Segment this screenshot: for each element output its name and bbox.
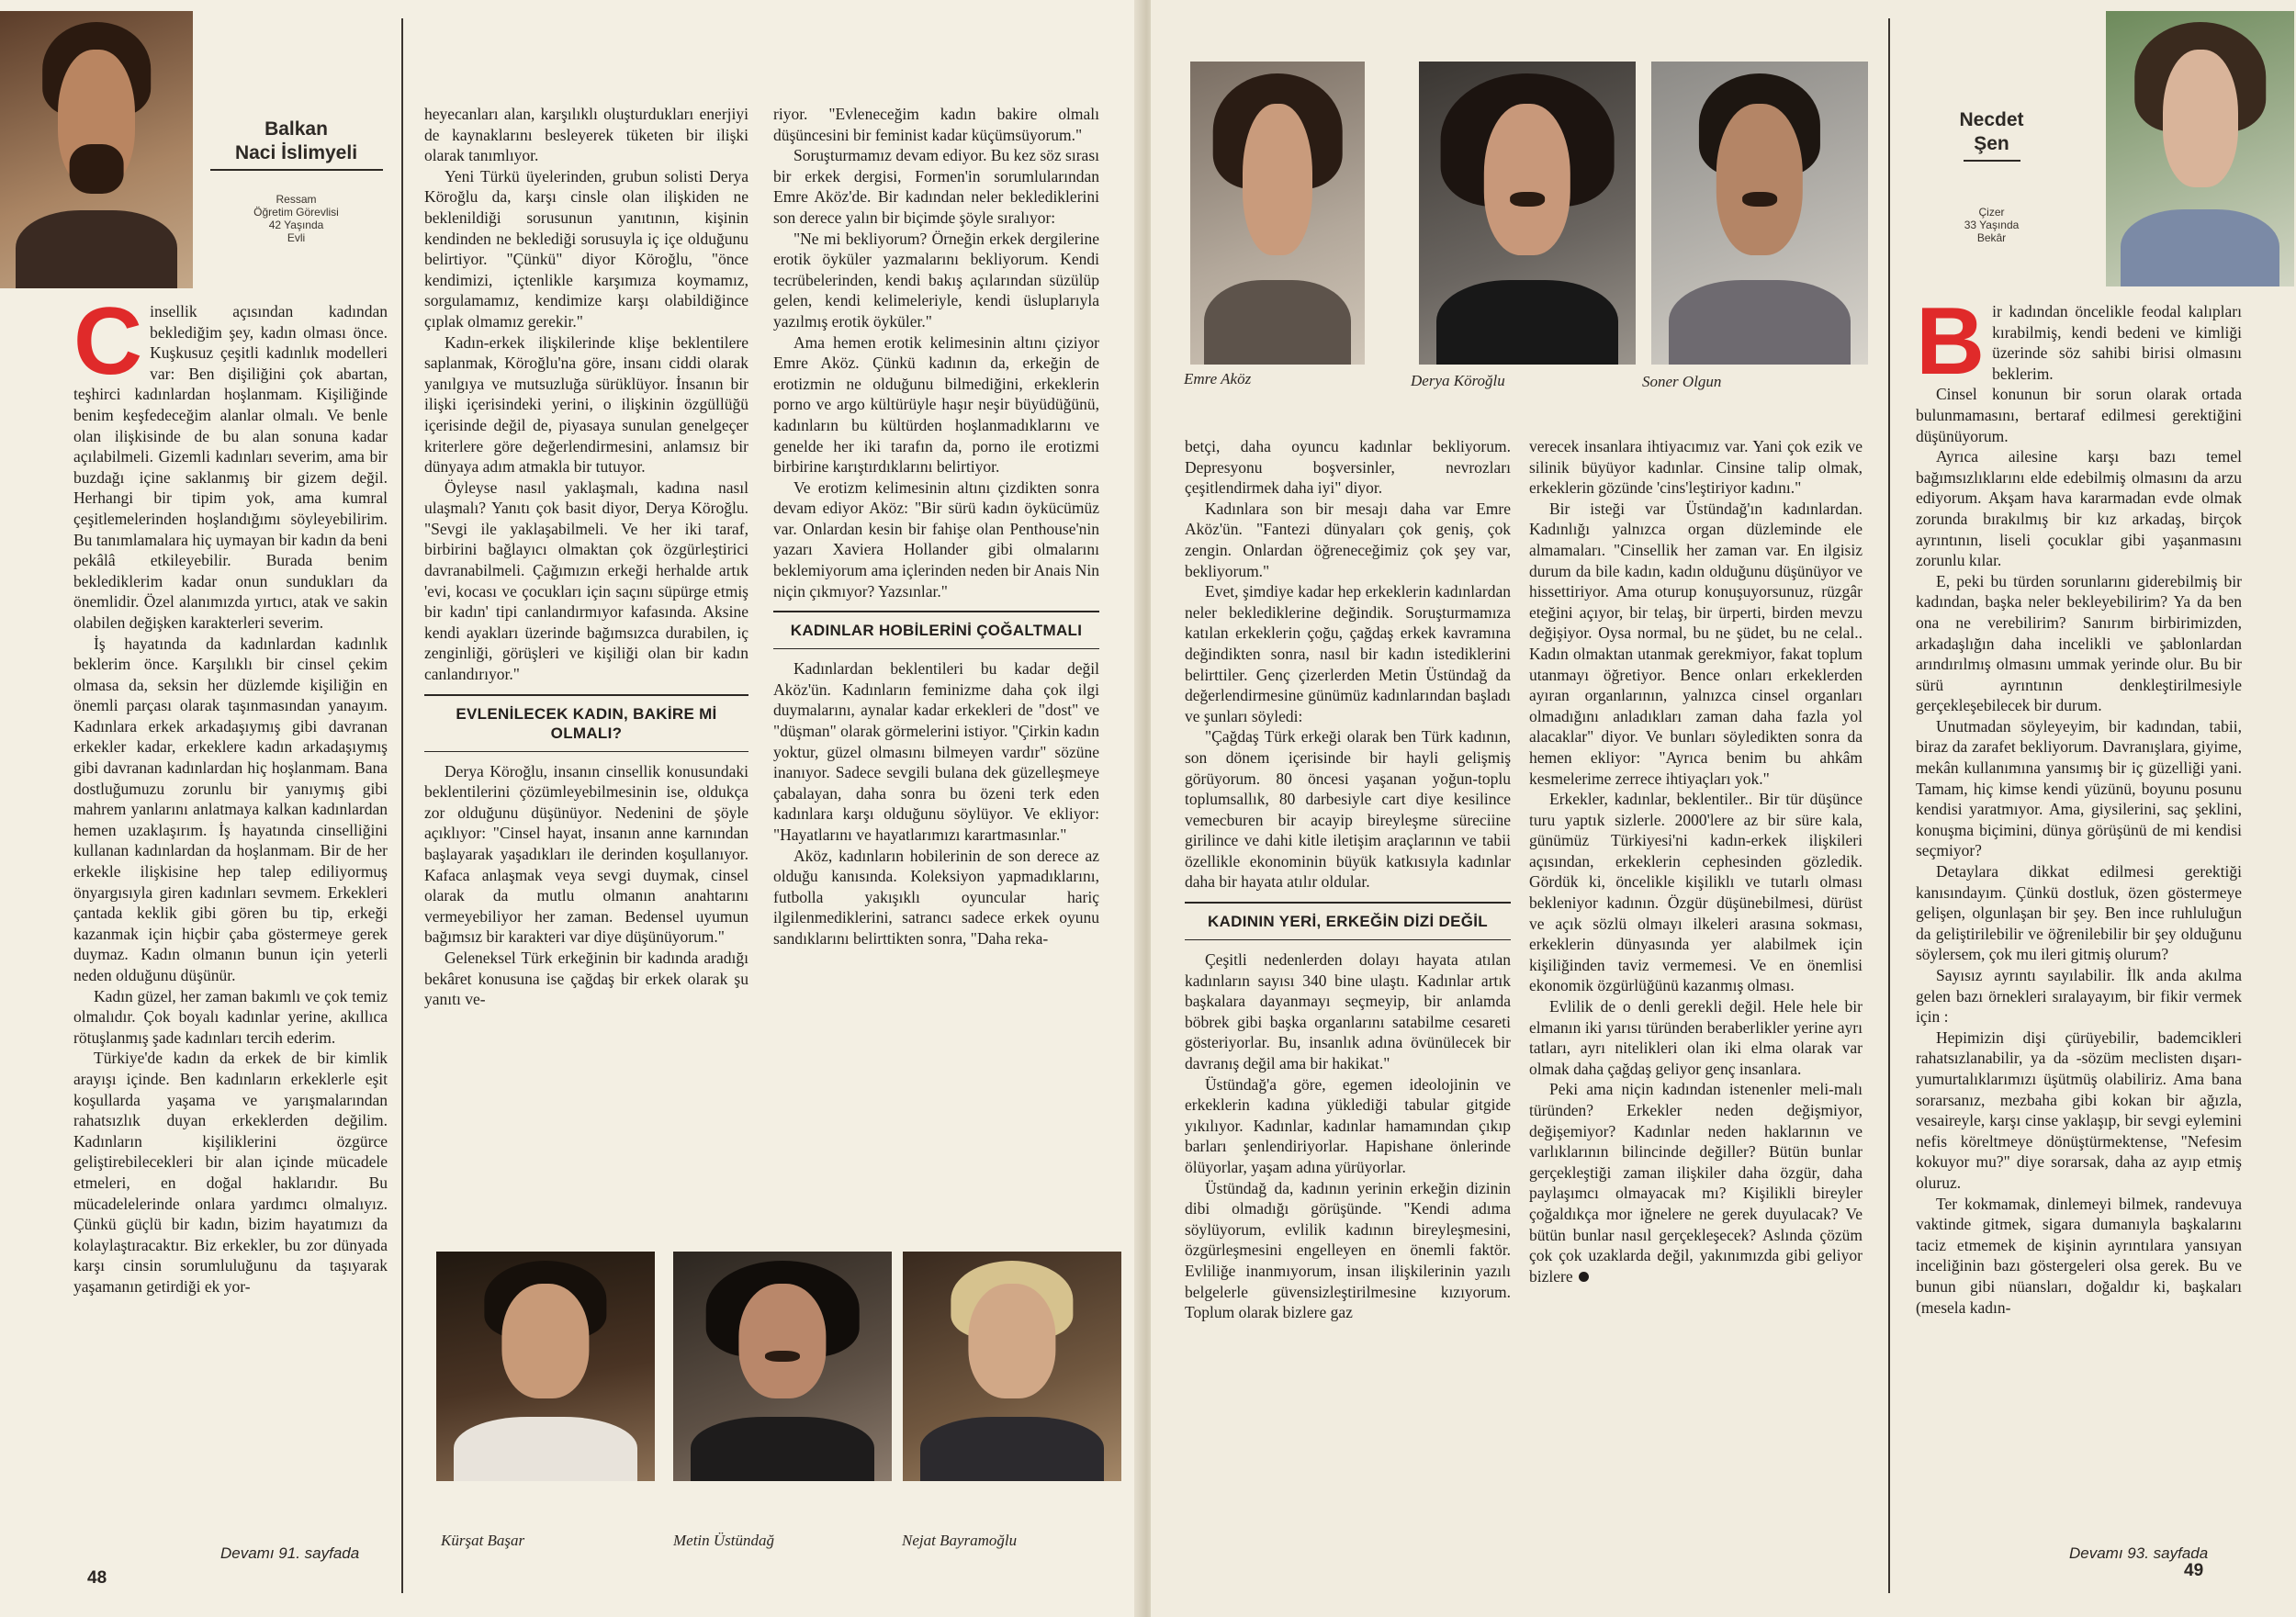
page-number: 49	[2184, 1561, 2204, 1580]
paragraph: Derya Köroğlu, insanın cinsellik konusundaki beklentilerini çözümleyebilmesinin ise, oldukça zor olduğunu düşünüyor. Nedenini de şöyle açıklıyor: "Cinsel hayat, insanın anne karnından başlayarak yaşadıkları ile derinden koşullanıyor. Kafaca anlaşmak veya sevgi duymak, cinsel olarak da mutlu olmanın anahtarını vermeyebiliyor her zaman. Bedensel uyumun bağımsız bir karakteri var diye düşünüyorum."	[424, 761, 748, 947]
paragraph: heyecanları alan, karşılıklı oluşturdukları enerjiyi de kaynaklarını besleyerek tüketen bir ilişki olarak tanımlıyor.	[424, 105, 748, 165]
paragraph: E, peki bu türden sorunlarını giderebilmiş bir kadından, başka neler bekleyebilirim? Ya da ben ona ne verebilirim? Sanırım birbirimizden, arkadaşlığın daha incelikli ve şablonlardan arındırılmış olmasını ummak yerinde olur. Bu bir sürü ayrıntının denkleştirilmesiyle gerçekleşebilecek bir durum.	[1916, 571, 2242, 715]
paragraph: İş hayatında da kadınlardan kadınlık beklerim önce. Karşılıklı bir cinsel çekim olmasa da, seksin her düzlemde kişiliğin en önemli parçası olarak taşınmasından yanayım. Kadınlara erkek arkadaşıymış gibi davranan erkekler kadar, erkeklere kadın arkadaşıymış gibi davranan kadınlardan hiç hoşlanmam. Bana dostluğumuzu zorunlu bir yanıymış gibi mahrem yanlarını anlatmaya kalkan kadınlardan hemen uzaklaşırım. İş hayatında cinselliğini kullanan kadınlardan da hoşlanmam. Bir de her erkekle ilişkisine hep talep ediliyormuş önyargısıyla giren kadınları sevmem. Erkekleri çantada keklik gibi gören bu tip, erkeği kazanmak için hiçbir çaba göstermeye gerek duymaz. Kadın olmanın bunun için yeterli neden olduğunu düşünür.	[73, 634, 388, 984]
photo-nejat-bayramoglu	[903, 1252, 1121, 1481]
paragraph: Kadın-erkek ilişkilerinde klişe beklentilere saplanmak, Köroğlu'na göre, insanı ciddi olarak yanılgıya ve mutsuzluğa sürüklüyor. İnsanın bir ilişki içerisindeki yerini, o ilişkinin özgüllüğü içerisinde değil de, piyasaya sunulan genelgeçer kriterlere göre değerlendirmesini, anlamsız bir dünyaya adım atmakla bir tutuyor.	[424, 332, 748, 477]
paragraph: Ama hemen erotik kelimesinin altını çiziyor Emre Aköz. Çünkü kadının da, erkeğin de erotizmin ne olduğunu bilmediğini, erkeklerin porno ve argo kültürüyle haşır neşir büyüdüğünü, kadınların bu kültürden hoşlanmadıklarını ve genelde her iki tarafın da, porno ile erotizmi birbirine karıştırdıklarını belirtiyor.	[773, 332, 1099, 477]
paragraph: Ter kokmamak, dinlemeyi bilmek, randevuya vaktinde gitmek, sigara dumanıyla başkalarını taciz etmemek de kişinin ayrıntılara yansıyan inceliğinin bazı göstergeleri olsa gerek. Bu ve bunun gibi nüansları, doğaldır ki, başkaları (mesela kadın-	[1916, 1194, 2242, 1317]
paragraph: riyor. "Evleneceğim kadın bakire olmalı düşüncesini bir feminist kadar küçümsüyorum."	[773, 105, 1099, 144]
portrait-balkan-naci-islimyeli	[0, 11, 193, 288]
paragraph: Unutmadan söyleyeyim, bir kadından, tabii, biraz da zarafet bekliyorum. Davranışlara, giyime, mekân kullanımına yansımış bir iç güzelliği yani. Tamam, hiç kimse kendi yüzünü, boyunu posunu kendisi yaratmıyor. Ama, giysilerini, saç şeklini, konuşma biçimini, dünya görüşünü de mi kendisi seçmiyor?	[1916, 716, 2242, 860]
paragraph: Sayısız ayrıntı sayılabilir. İlk anda akılma gelen bazı örnekleri sıralayayım, bir fikir vermek için :	[1916, 966, 2242, 1027]
column-divider	[1888, 18, 1890, 1593]
paragraph: Erkekler, kadınlar, beklentiler.. Bir tür düşünce turu yaptık sizlerle. 2000'lere az bir süre kala, günümüz Türkiyesi'ni kadın-erkek ilişkileri açısından, erkeklerin cephesinden gözledik. Gördük ki, öncelikle kişiliklı ve tutarlı olması bekleniyor kadının. Özgür düşünebilmesi, dürüst ve açık sözlü olmayı ilkeleri arasına sokması, erkeklerin dünyasında yer alabilmek için kişiliğinden taviz vermemesi. Ve en önemlisi ekonomik özgürlüğünü kazanmış olması.	[1529, 790, 1863, 995]
paragraph: Öyleyse nasıl yaklaşmalı, kadına nasıl ulaşmalı? Yanıtı çok basit diyor, Derya Köroğlu. "Sevgi ile yaklaşabilmeli. Ve her iki taraf, birbirini bağlayıcı olmaktan çok özgürleştirici davranabilmeli. Çağımızın erkeği herhalde artık 'evi, kocası ve çocukları için saçını süpürge etmiş bir kadın' tipi canlandırmıyor kafasında. Aksine kendi ayakları üzerinde bağımsızca durabilen, iç zenginliği, görüşleri ve kişiliği olan bir kadın canlandırıyor."	[424, 477, 748, 684]
paragraph: Üstündağ da, kadının yerinin erkeğin dizinin dibi olmadığı görüşünde. "Kendi adıma söylüyorum, evlilik kadının bireyleşmesini, özgürleşmesini engelleyen en önemli faktör. Evliliğe inanmıyorum, insan ilişkilerinin yazılı belgelerle güvensizleştirilmesine kızıyorum. Toplum olarak bizlere gaz	[1185, 1178, 1511, 1322]
photo-caption: Nejat Bayramoğlu	[902, 1532, 1018, 1549]
paragraph: Evlilik de o denli gerekli değil. Hele hele bir elmanın iki yarısı türünden beraberlikler yerine ayrı tatları, ayrı nitelikleri olan iki elma olarak var olmak daha çağdaş geliyor genç insanlara.	[1529, 997, 1863, 1078]
paragraph: betçi, daha oyuncu kadınlar bekliyorum. Depresyonu boşversinler, nevrozları çeşitlendirmek daha iyi" diyor.	[1185, 437, 1511, 498]
profile-name: Balkan Naci İslimyeli	[207, 118, 386, 171]
paragraph: Türkiye'de kadın da erkek de bir kimlik arayışı içinde. Ben kadınların erkeklerle eşit koşullarda yaşama ve yarışmalarından rahatsızlık duyan erkeklerden değilim. Kadınların kişiliklerini özgürce geliştirebilecekleri bir alan içinde mücadele etmeleri, en doğal haklarıdır. Bu mücadelelerinde onlara yardımcı olmalıyız. Çünkü güçlü bir kadın, bizim hayatımızı da kolaylaştıracaktır. Biz erkekler, bu zor dünyada karşı cinsin sorumluluğunu da taşıyarak yaşamanın getirdiği ek yor-	[73, 1049, 388, 1296]
paragraph: Yeni Türkü üyelerinden, grubun solisti Derya Köroğlu da, karşı cinsle olan ilişkiden ne beklenildiği sorusunun yanıtının, kişinin kendinden ne beklediği sorusuyla iç içe olduğunu belirtiyor. "Çünkü" diyor Köroğlu, "önce kendimizi, içtenlikle karşımıza koymamız, sorgulamamız, kendimize karşı olabildiğince çıplak olmamız gerekir."	[424, 166, 748, 331]
end-mark	[1579, 1272, 1589, 1282]
portrait-necdet-sen	[2106, 11, 2294, 286]
article-column-1	[73, 288, 388, 1297]
photo-caption: Metin Üstündağ	[673, 1532, 775, 1549]
paragraph: insellik açısından kadından beklediğim şey, kadın olması önce. Kuşkusuz çeşitli kadınlık modelleri var: Ben dişiliğini çok abartan, teşhirci kadınlardan hoşlanmam. Kişiliğinde benim keşfedeceğim alanlar olmalı. Ve benle olan ilişkisinde de bu alan sonuna kadar açılabilmeli. Gizemli kadınları severim, ama bir buzdağı içine saklanmış bir gizem değil. Herhangi bir tipim yok, ama kumral çeşitlemelerinden hoşlandığımı söyleyebilirim. Bu tanımlamalara hiç uymayan bir kadın da beni pekâlâ etkileyebilir. Burada benim beklediklerim kadar onun sundukları da önemlidir. Özel alanımızda yırtıcı, atak ve sakin olabilen değişken karakterleri severim.	[73, 302, 388, 632]
photo-caption: Kürşat Başar	[441, 1532, 525, 1549]
paragraph: Kadınlara son bir mesajı daha var Emre Aköz'ün. "Fantezi dünyaları çok geniş, çok zengin. Onlardan öğreneceğimiz çok şey var, bekliyorum."	[1185, 499, 1511, 580]
profile-name: Necdet Şen	[1893, 108, 2090, 162]
section-subheading: EVLENİLECEK KADIN, BAKİRE Mİ OLMALI?	[424, 694, 748, 752]
paragraph: Detaylara dikkat edilmesi gerektiği kanısındayım. Çünkü dostluk, özen göstermeye gelişen, olgunlaşan bir şey. Ben ince ruhluluğun da geliştirilebilir ve öğrenilebilir bir şey olduğunu söylersem, çok mu ileri gitmiş olurum?	[1916, 862, 2242, 964]
article-column-3	[773, 104, 1099, 949]
photo-derya-koroglu	[1419, 62, 1636, 365]
article-column-5	[1529, 436, 1863, 1286]
paragraph: Bir isteği var Üstündağ'ın kadınlardan. Kadınlığı yalnızca organ düzleminde ele almamaları. "Cinsellik her zaman var. En ilgisiz durum da bile kadın, kadın olduğunu düşünüyor ve hissettiriyor. Ama oturup konuşuyorsunuz, rüzgâr eteğini açıyor, bir telaş, bir ürperti, birden mevzu değişiyor. Oysa normal, bu ne şüdet, bu ne celal.. Kadın olmaktan utanmak gerekmiyor, fakat toplum utanmayı öğretiyor. Bence onları erkeklerden ayıran organlarının, yalnızca cinsel organları olmadığını anladıkları zaman daha fazla yol alacaklar" diyor. Ve bunları söyledikten sonra da hemen ekliyor: "Ayrıca benim bu ahkâm kesmelerime zerrece ihtiyaçları yok."	[1529, 499, 1863, 788]
photo-kursat-basar	[436, 1252, 655, 1481]
section-subheading: KADINLAR HOBİLERİNİ ÇOĞALTMALI	[773, 611, 1099, 649]
left-page	[0, 0, 1145, 1617]
profile-info: Ressam Öğretim Görevlisi 42 Yaşında Evli	[253, 193, 339, 244]
paragraph: Peki ama niçin kadından istenenler meli-malı türünden? Erkekler neden değişmiyor, değişemiyor? Kadınlar neden haklarının ve varlıklarının bilincinde değiller? Bütün bunlar gerçekleştiği zaman ilişkiler daha özgür, daha paylaşımcı olmayacak mı? Kişilikli bireyler çoğaldıkça mor iğnelere ne gerek duyulacak? Ve bütün bunlar nasıl gerçekleşecek? Aslında çözüm çok çok uzaklarda değil, yakınımızda gibi geliyor bizlere	[1529, 1080, 1863, 1286]
paragraph: Soruşturmamız devam ediyor. Bu kez söz sırası bir erkek dergisi, Formen'in sorumlularından Emre Aköz'de. Bir kadından neler beklediklerini son derece yalın bir biçimde şöyle sıralıyor:	[773, 146, 1099, 227]
paragraph: Kadınlardan beklentileri bu kadar değil Aköz'ün. Kadınların feminizme daha çok ilgi duymalarını, aynalar kadar erkekleri de "dost" ve "düşman" olarak görmelerini istiyor. "Çirkin kadın yoktur, güzel olmasını bilmeyen vardır" sözüne inanıyor. Sadece sevgili bulana dek güzelleşmeye çabalayan, daha sonra bu özeni terk eden kadınlara karşı olduğunu söylüyor. Ve ekliyor: "Hayatlarını ve hayatlarımızı karartmasınlar."	[773, 659, 1099, 844]
article-column-6	[1916, 288, 2242, 1318]
paragraph: Geleneksel Türk erkeğinin bir kadında aradığı bekâret konusuna ise çağdaş bir erkek olarak şu yanıtı ve-	[424, 948, 748, 1009]
paragraph: Ve erotizm kelimesinin altını çizdikten sonra devam ediyor Aköz: "Bir sürü kadın öykücümüz var. Onlardan kesin bir fahişe olan Penthouse'nin yazarı Xaviera Hollander gibi olmalarını beklemiyorum ama içlerinden neden bir Anais Nin niçin çıkmıyor? Yazsınlar."	[773, 477, 1099, 601]
article-column-4	[1185, 436, 1511, 1323]
photo-caption: Soner Olgun	[1642, 373, 1722, 390]
photo-soner-olgun	[1651, 62, 1868, 365]
paragraph: "Ne mi bekliyorum? Örneğin erkek dergilerine erotik öyküler yazmalarını bekliyorum. Kendi tecrübelerinden, kendi bakış açılarından süzülüp gelen, kendi kelimeleriyle, kendi üsluplarıyla yazılmış erotik öyküler."	[773, 229, 1099, 331]
drop-cap: C	[73, 288, 143, 395]
continued-note: Devamı 91. sayfada	[220, 1544, 360, 1562]
paragraph: "Çağdaş Türk erkeği olarak ben Türk kadının, son dönem içerisinde bir hayli gelişmiş görüyorum. 80 öncesi yaşanan yoğun-toplu toplumsallık, 80 darbesiyle cart diye kesilince vemecburen bir acayip bireyleşme süreciine girilince ve dahi kitle iletişim araçlarının ve tabii özellikle ekonominin büyük katkısıyla kadınlar daha bir hayata atılır oldular.	[1185, 727, 1511, 892]
article-column-2	[424, 104, 748, 1010]
paragraph: verecek insanlara ihtiyacımız var. Yani çok ezik ve silinik büyüyor kadınlar. Cinsine talip olmak, erkeklerin gözünde 'cins'leştiriyor kadını."	[1529, 437, 1863, 498]
paragraph: Ayrıca ailesine karşı bazı temel bağımsızlıklarını elde edebilmiş olmasını da arzu ediyorum. Akşam hava kararmadan evde olmak zorunda bırakılmış bir kız arkadaş, birçok ayrıntının, liseli çocuklar gibi yaşanmasını zorunlu kılar.	[1916, 447, 2242, 570]
column-divider	[401, 18, 403, 1593]
section-subheading: KADININ YERİ, ERKEĞİN DİZİ DEĞİL	[1185, 902, 1511, 940]
photo-metin-ustundag	[673, 1252, 892, 1481]
paragraph: Kadın güzel, her zaman bakımlı ve çok temiz olmalıdır. Çok boyalı kadınlar yerine, akıllıca rötuşlanmış şade kadınları tercih ederim.	[73, 986, 388, 1047]
paragraph: Aköz, kadınların hobilerinin de son derece az olduğu kanısında. Koleksiyon yapmadıklarını, futbolla yakışıklı oyuncular hariç ilgilenmediklerini, satrancı sadece erkek oyunu sandıklarını belirttikten sonra, "Daha reka-	[773, 846, 1099, 948]
paragraph: Evet, şimdiye kadar hep erkeklerin kadınlardan neler beklediklerine değindik. Soruşturmamıza katılan erkeklerin çoğu, çağdaş erkek kavramına değindikten sonra, nasıl bir kadın istediklerini belirttiler. Genç çizerlerden Metin Üstündağ da değerlendirmesine günümüz kadınlarından başladı ve şunları söyledi:	[1185, 582, 1511, 725]
paragraph: Cinsel konunun bir sorun olarak ortada bulunmamasını, bertaraf edilmesi gerektiğini düşünüyorum.	[1916, 385, 2242, 445]
paragraph: Çeşitli nedenlerden dolayı hayata atılan kadınların sayısı 340 bine ulaştı. Kadınlar artık başkalara dayanmayı seçmeyip, bir anlamda böbrek gibi başka organlarını satabilme cesareti gösteriyorlar. Bu, insanlık adına övünülecek bir davranış değil ama bir hakikat."	[1185, 950, 1511, 1073]
page-number: 48	[87, 1568, 107, 1588]
photo-caption: Derya Köroğlu	[1411, 372, 1505, 389]
paragraph: Hepimizin dişi çürüyebilir, bademcikleri rahatsızlanabilir, ya da -sözüm meclisten dışarı- yumurtalıklarımızı üşütmüş olabiliriz. Ama bana sorarsanız, mezbaha gibi kokan bir ağızla, vesaireyle, karşı cinse yaklaşıp, bir sevgi eylemini nefis köreltmeye dönüştürmektense, "Nefesim kokuyor mu?" diye sorarsak, daha az ayıp etmiş oluruz.	[1916, 1027, 2242, 1192]
photo-emre-akoz	[1190, 62, 1365, 365]
paragraph: Üstündağ'a göre, egemen ideolojinin ve erkeklerin kadına yüklediği tabular gitgide yıkılıyor. Kadınlar, kadınlar hamamından çıkıp barları şenlendiriyorlar. Hapishane önlerinde ölüyorlar, yaşam adına yürüyorlar.	[1185, 1074, 1511, 1176]
profile-info: Çizer 33 Yaşında Bekâr	[1964, 206, 2020, 244]
continued-note: Devamı 93. sayfada	[2069, 1544, 2209, 1562]
photo-caption: Emre Aköz	[1184, 370, 1252, 387]
right-page	[1151, 0, 2296, 1617]
paragraph: ir kadından öncelikle feodal kalıpları kırabilmiş, kendi bedeni ve kimliği üzerinde söz sahibi birisi olmasını beklerim.	[1992, 302, 2242, 383]
drop-cap: B	[1916, 288, 1986, 395]
